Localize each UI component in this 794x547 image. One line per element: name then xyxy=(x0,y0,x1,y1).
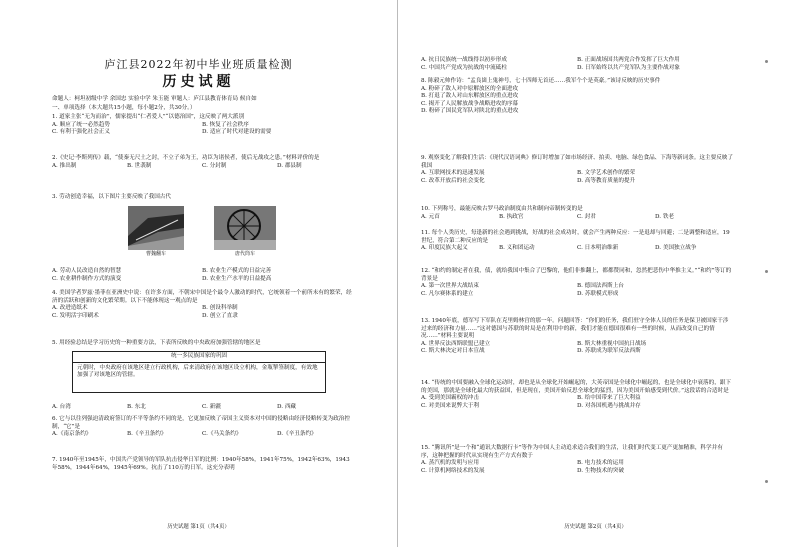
binding-hole xyxy=(765,60,768,63)
option-b: B. 给中国带来了巨大利益 xyxy=(577,395,641,402)
question-9 xyxy=(421,155,733,185)
question-13 xyxy=(421,318,733,356)
option-b: B. 德国法西斯上台 xyxy=(577,283,624,290)
question-7-options xyxy=(421,57,733,72)
question-5-table xyxy=(72,351,326,393)
authors-line: 命题人：柯坦初级中学 余国忠 实验中学 朱玉能 审题人：庐江县教育体育局 候自如 xyxy=(52,96,257,102)
question-6 xyxy=(52,416,352,439)
option-a: A. 推出制 xyxy=(52,162,77,169)
figure-tangdai-tongche xyxy=(214,206,276,258)
question-stem: 6. 它与以往列强迫清政府签订的不平等条约不同的是，它更加反映了帝国主义资本对中国的侵略由经济侵略转变为政治控制，“它”是 xyxy=(52,416,350,430)
option-d: D. 苏联成为联军反法西斯 xyxy=(577,348,641,355)
option-b: B. 义和团运动 xyxy=(499,245,535,252)
option-a: A. 顺应了统一必然趋势 xyxy=(52,121,110,128)
option-d: D. 粉碎了国民党军队对陕北的重点进攻 xyxy=(421,108,519,115)
options xyxy=(421,341,733,356)
question-stem: 10. 下列称号，最能反映古罗马政治制度由共和制向帝制转变的是 xyxy=(421,206,583,212)
options xyxy=(421,86,733,116)
question-stem: 15. “腾讯所”是一个和“通讯大数据行卡”等作为中国人主动追求适合我们的生活，让我们时代变工更产更加精准，科学并有序，这种把握的时代从实现有生产方式有数于 xyxy=(421,445,723,459)
question-3-options xyxy=(52,268,352,283)
option-b: B. 电力技术的运用 xyxy=(577,460,624,467)
option-c: C. 分封制 xyxy=(202,162,227,169)
page-footer: 历史试题 第1页（共4页） xyxy=(167,524,230,530)
option-a: A. 第一次世界大战结束 xyxy=(421,283,479,290)
question-15 xyxy=(421,445,733,475)
option-a: A. 台湾 xyxy=(52,404,71,410)
option-c: C. 凡尔赛体系的建立 xyxy=(421,290,474,297)
option-d: D. 西藏 xyxy=(277,404,297,410)
binding-hole xyxy=(765,270,768,273)
option-d: D. 适应了时代对建设的需要 xyxy=(202,129,272,136)
question-12 xyxy=(421,268,733,298)
question-3-stem: 3. 劳动创造幸福，以下图片主要反映了我国古代 xyxy=(52,194,171,200)
option-a: A. 蒸汽机的发明与应用 xyxy=(421,460,479,467)
options xyxy=(421,460,733,475)
option-b: B. 世袭制 xyxy=(127,162,152,169)
question-4 xyxy=(52,290,352,320)
option-c: C.《马关条约》 xyxy=(202,431,242,438)
option-a: A. 世界反法西斯联盟已建立 xyxy=(421,340,491,347)
option-b: B. 东北 xyxy=(127,404,146,410)
question-stem: 13. 1940年底，德军写下军队在克里姆林宫的那一年。问题回答：“你们的任务，我们驻守全体人员的任务是保卫被国家干涉过来的经济和力量……”这对德国与苏联的时局是在利用中的新，我们才能在德国很难有一些的时候，从而改变自己的情况……”材料主要说明 xyxy=(421,318,729,340)
right-page xyxy=(397,0,794,547)
option-c: C. 中国共产党成为抗战的中流砥柱 xyxy=(421,64,507,71)
options xyxy=(52,431,352,439)
option-a: A. 改进造纸术 xyxy=(52,305,88,312)
option-c: C. 农业耕作制作方式的演变 xyxy=(52,275,122,282)
page-footer: 历史试题 第2页（共4页） xyxy=(564,524,627,530)
option-d: D. 对各国机遇与挑战并存 xyxy=(577,402,641,409)
tongche-image xyxy=(214,206,276,250)
options xyxy=(52,163,352,171)
options xyxy=(421,283,733,298)
options xyxy=(52,305,352,320)
option-a: A. 劳动人民改造自然的智慧 xyxy=(52,268,122,274)
question-10 xyxy=(421,206,733,221)
option-d: D.《辛丑条约》 xyxy=(277,431,317,438)
option-b: B. 恢复了社会秩序 xyxy=(202,121,249,128)
option-c: C. 对美国来说弊大于利 xyxy=(421,402,479,409)
option-d: D. 铁老 xyxy=(655,213,675,220)
question-11 xyxy=(421,230,733,253)
option-a: A.《南京条约》 xyxy=(52,431,92,438)
question-stem: 4. 美国学者罗兹·墨菲在亚洲史中说：在许多方面，不朝宋中国是个最令人激动的时代，它统领着一个前所未有的繁荣，经济的活跃和创新的文化繁荣期。以下不能体现这一观点的是 xyxy=(52,290,352,304)
option-d: D. 创立了直隶 xyxy=(202,312,238,319)
option-c: C. 斯大林决定对日本宣战 xyxy=(421,348,485,355)
question-2 xyxy=(52,155,352,170)
option-c: C. 有利于强化社会正义 xyxy=(52,129,110,136)
option-d: D. 日军始终以共产党军队为主要作战对象 xyxy=(577,64,680,71)
question-stem: 1. 道家主张“无为而治”，儒家提出“仁者爱人”“以德治国”，这反映了两大派别 xyxy=(52,114,245,120)
question-7-stem: 7. 1940年至1945年，中国共产党领导的军队抗击侵华日军的比例：1940年58%，1941年75%，1942年63%，1943年58%，1944年64%，1945年69%。抗击了110万的日军。这充分表明 xyxy=(52,457,350,471)
option-d: D. 高等教育质量的提升 xyxy=(577,177,636,184)
question-stem: 8. 陈毅元帅作诗：“孟良崮上鬼神号，七十四师无首还……我军个个是英豪。”该诗反映的历史事件 xyxy=(421,78,661,84)
option-a: A. 抗日民族统一战线得以初步形成 xyxy=(421,57,507,63)
option-c: C. 计算机网络技术的发展 xyxy=(421,467,485,474)
figure-caowei-fanche xyxy=(128,206,184,258)
question-1 xyxy=(52,114,352,137)
option-b: B. 执政官 xyxy=(499,213,524,220)
option-a: A. 印度民族大起义 xyxy=(421,245,468,252)
options xyxy=(421,170,733,185)
option-c: C. 新疆 xyxy=(202,404,221,410)
option-d: D. 苏联模式形成 xyxy=(577,290,619,297)
option-d: D. 农业生产水平的日益提高 xyxy=(202,275,272,282)
question-stem: 11. 每个人类历史，每逢新的社会遇到挑战，好战的社会成功时，就会产生两种反应：一是退却与回避；二是调整和适应，19世纪，符合第二种反应的是 xyxy=(421,230,730,244)
options xyxy=(421,395,733,410)
option-c: C. 揭开了人民解放战争战略进攻的序幕 xyxy=(421,100,519,107)
question-stem: 14. “传统的中国要融入全球化运动时，却也是从全球化开始崛起的，大英帝国是全球化中崛起的，也是全球化中衰落的，跟下的美国，那就是全球化最大的获益国，但是现在，美国开始反思全球化的猛烈，因为美国开始感受到代价。”这段话的合适时是 xyxy=(421,380,732,394)
option-c: C. 改革开放后的社会变化 xyxy=(421,177,485,184)
question-5-options xyxy=(52,404,352,412)
figure-caption: 唐代筒车 xyxy=(234,251,255,258)
subject-title: 历史试题 xyxy=(162,74,235,90)
table-title: 统一多民族国家的巩固 xyxy=(73,352,325,363)
option-c: C. 发明活字印刷术 xyxy=(52,312,99,319)
option-a: A. 互联网技术的迅速发展 xyxy=(421,170,485,177)
option-c: C. 封君 xyxy=(577,213,596,220)
option-d: D. 美国独立战争 xyxy=(655,245,697,252)
option-b: B. 农业生产模式的日益完善 xyxy=(202,268,272,274)
option-a: A. 受到美国霸权的冲击 xyxy=(421,395,479,402)
option-b: B. 创设科举制 xyxy=(202,305,238,312)
option-d: D. 生物技术的突破 xyxy=(577,467,624,474)
question-8 xyxy=(421,78,733,116)
option-a: A. 粉碎了敌人对中原解放区的全面进攻 xyxy=(421,85,519,92)
option-b: B. 斯大林重视中国抗日战场 xyxy=(577,340,647,347)
option-b: B. 正面战场国共两党合作发挥了巨大作用 xyxy=(577,57,680,63)
option-c: C. 日本明治维新 xyxy=(577,245,619,252)
binding-hole xyxy=(765,480,768,483)
table-text: 元朝时，中央政府在该地区建立行政机构，后来清政府在该地区设立机构，金瓶掣签制度，有效地加强了对该地区的管辖。 xyxy=(77,364,318,379)
options xyxy=(421,245,733,253)
section-heading: 一、单项选择（本大题共15小题，每小题2分，共30分。） xyxy=(52,105,196,111)
figure-caption: 曹魏翻车 xyxy=(145,251,166,258)
question-stem: 9. 观察变化了解我们生活：《现代汉语词典》修订时增加了如市场经济、拍卖、电脑、绿色食品、下海等新词条。这主要反映了我国 xyxy=(421,155,733,169)
options xyxy=(421,214,733,222)
exam-title: 庐江县2022年初中毕业班质量检测 xyxy=(104,58,293,71)
question-stem: 2.《史记·李斯列传》载，“使秦无尺土之封，不立子弟为王，功臣为诸侯者，使后无战攻之患。”材料评价的是 xyxy=(52,155,320,161)
option-b: B.《辛丑条约》 xyxy=(127,431,167,438)
question-stem: 12. “和约的制定者在我，债，就给我国中集合了巴黎的，他们非推翻上，都都赞同和，忽然把悲伤中华推主义。”“和约”等订的背景是 xyxy=(421,268,732,282)
options xyxy=(52,122,352,137)
question-14 xyxy=(421,380,733,410)
option-d: D. 郡县制 xyxy=(277,162,302,169)
option-b: B. 文学艺术创作的繁荣 xyxy=(577,170,636,177)
fanche-image xyxy=(128,206,184,250)
option-a: A. 元首 xyxy=(421,213,440,220)
question-5-stem: 5. 用经验总结是学习历史的一种重要方法，下表所反映的中央政府加强管辖的地区是 xyxy=(52,340,261,346)
option-b: B. 打退了敌人对山东解放区的重点进攻 xyxy=(421,93,519,100)
